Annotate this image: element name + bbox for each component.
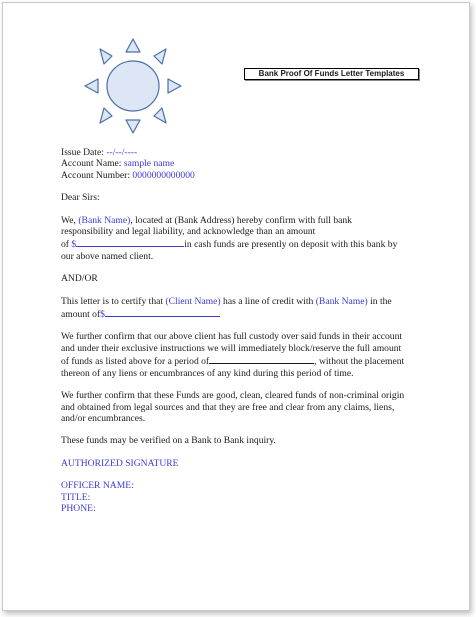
letter-body bbox=[61, 147, 426, 514]
client-name-field: (Client Name) bbox=[165, 295, 221, 307]
bank-name-field-2: (Bank Name) bbox=[315, 295, 368, 307]
document-title: Bank Proof Of Funds Letter Templates bbox=[244, 68, 419, 80]
account-name: Account Name: sample name bbox=[61, 158, 175, 170]
issue-date: Issue Date: --/--/---- bbox=[61, 147, 138, 158]
paragraph-verification: These funds may be verified on a Bank to Bank inquiry. bbox=[61, 435, 276, 447]
title-label: TITLE: bbox=[61, 491, 91, 503]
account-number: Account Number: 0000000000000 bbox=[61, 169, 195, 181]
officer-name-label: OFFICER NAME: bbox=[61, 480, 134, 492]
and-or: AND/OR bbox=[61, 273, 98, 285]
authorized-signature: AUTHORIZED SIGNATURE bbox=[61, 457, 179, 469]
paragraph-credit: This letter is to certify that (Client Name) has a line of credit with (Bank Name) in the amount of$ bbox=[61, 295, 392, 321]
issue-date-value: --/--/---- bbox=[106, 147, 138, 158]
bank-name-field: (Bank Name) bbox=[78, 214, 131, 226]
paragraph-custody: We further confirm that our above client has full custody over said funds in their account and under their exclusive instructions we will immediately block/reserve the full amount of funds as listed above for a period of , without the placement thereon of any liens or encumbrances of any kind during this period of time. bbox=[61, 331, 405, 379]
paragraph-clean-funds: We further confirm that these Funds are good, clean, cleared funds of non-criminal origin and obtained from legal sources and that they are free and clear from any claims, liens, and/or encumbrances. bbox=[61, 390, 405, 424]
phone-label: PHONE: bbox=[61, 502, 96, 514]
credit-amount-blank bbox=[105, 307, 220, 317]
salutation: Dear Sirs: bbox=[61, 192, 100, 204]
period-blank bbox=[209, 354, 314, 364]
account-name-value: sample name bbox=[123, 158, 175, 170]
amount-blank bbox=[76, 237, 184, 247]
letter-page bbox=[2, 2, 470, 611]
account-number-value: 0000000000000 bbox=[132, 169, 195, 181]
sun-icon bbox=[83, 35, 183, 137]
paragraph-deposit: We, (Bank Name), located at (Bank Address) hereby confirm with full bank responsibility and legal liability, and acknowledge than an amount of $ in cash funds are presently on deposit with this bank by our above named client. bbox=[61, 214, 398, 262]
